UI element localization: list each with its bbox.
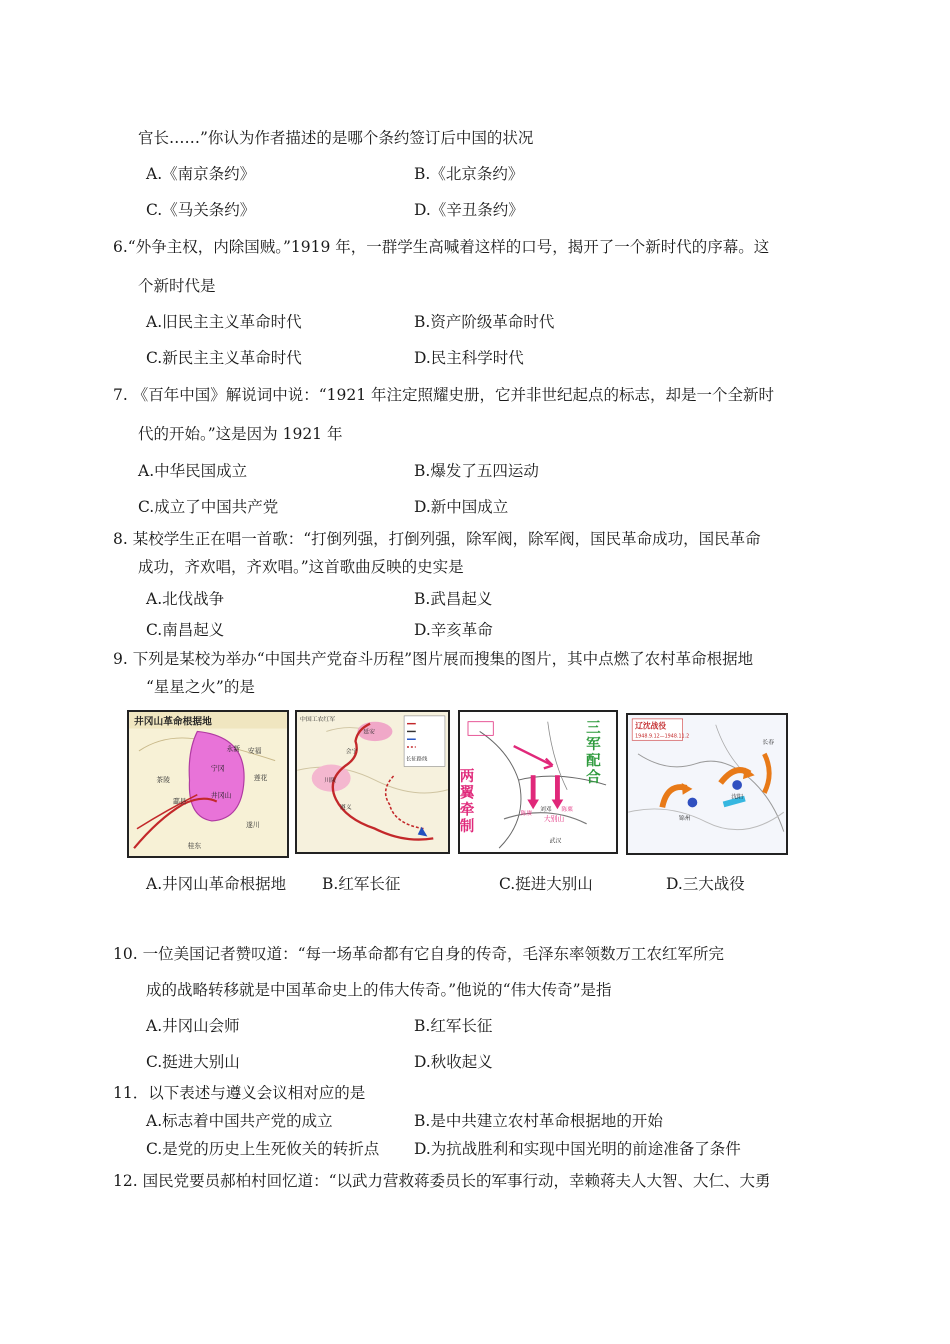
q6-option-b: B.资产阶级革命时代: [414, 313, 555, 331]
map1-label: 茶陵: [156, 776, 171, 785]
map1-label: 桂东: [187, 842, 202, 851]
q9-stem-line-1: 9. 下列是某校为举办“中国共产党奋斗历程”图片展而搜集的图片，其中点燃了农村革命根据地: [113, 650, 754, 668]
map1-title: 井冈山革命根据地: [134, 716, 212, 728]
q11-option-b: B.是中共建立农村革命根据地的开始: [414, 1112, 663, 1130]
q8-option-d: D.辛亥革命: [414, 621, 493, 639]
map1-label: 遂川: [245, 820, 260, 829]
map1-label: 酃县: [172, 797, 187, 806]
map-jinggangshan-svg: [129, 712, 287, 856]
q10-stem-line-2: 成的战略转移就是中国革命史上的伟大传奇。”他说的“伟大传奇”是指: [146, 981, 612, 999]
q5-option-c: C.《马关条约》: [146, 201, 256, 219]
q5-stem-line: 官长……”你认为作者描述的是哪个条约签订后中国的状况: [138, 129, 534, 147]
map2-label: 会宁: [345, 748, 358, 755]
map4-title: 辽沈战役: [635, 721, 667, 731]
map-long-march-svg: [297, 712, 448, 852]
map2-label: 遵义: [339, 805, 352, 812]
q10-option-a: A.井冈山会师: [146, 1017, 240, 1035]
map3-label: 大别山: [543, 814, 565, 823]
q10-stem-line-1: 10. 一位美国记者赞叹道：“每一场革命都有它自身的传奇，毛泽东率领数万工农红军所完: [113, 945, 725, 963]
q8-option-a: A.北伐战争: [146, 590, 225, 608]
q5-option-d: D.《辛丑条约》: [414, 201, 524, 219]
map3-left-slogan: 两翼牵制: [457, 768, 475, 835]
q6-option-d: D.民主科学时代: [414, 349, 524, 367]
q8-option-b: B.武昌起义: [414, 590, 493, 608]
q7-stem-line-2: 代的开始。”这是因为 1921 年: [138, 425, 343, 443]
map1-label: 井冈山: [210, 791, 232, 800]
q9-option-c: C.挺进大别山: [499, 875, 593, 893]
q10-option-c: C.挺进大别山: [146, 1053, 240, 1071]
map3-right-slogan: 三军配合: [583, 719, 601, 786]
q7-stem-line-1: 7. 《百年中国》解说词中说：“1921 年注定照耀史册，它并非世纪起点的标志，却是一个全新时: [113, 386, 775, 404]
q9-option-a: A.井冈山革命根据地: [146, 875, 287, 893]
q6-stem-line-2: 个新时代是: [138, 277, 216, 295]
q9-option-d: D.三大战役: [666, 875, 745, 893]
map3-label: 陈赓: [520, 811, 533, 818]
map3-label: 武汉: [549, 838, 562, 845]
map1-label: 永新: [226, 744, 241, 753]
map1-label: 宁冈: [210, 764, 225, 773]
map1-label: 莲花: [253, 774, 268, 783]
map-dabieshan: [458, 710, 618, 854]
map-jinggangshan: [127, 710, 289, 858]
map3-label: 陈粟: [561, 807, 574, 814]
q11-option-d: D.为抗战胜利和实现中国光明的前途准备了条件: [414, 1140, 741, 1158]
map-long-march: [295, 710, 450, 854]
map-three-campaigns-svg: [628, 715, 786, 853]
map4-label: 锦州: [678, 815, 691, 822]
map3-label: 刘邓: [539, 807, 552, 814]
q11-option-c: C.是党的历史上生死攸关的转折点: [146, 1140, 380, 1158]
map4-subtitle: 1948.9.12—1948.11.2: [635, 733, 690, 740]
q8-option-c: C.南昌起义: [146, 621, 225, 639]
q12-stem-line-1: 12. 国民党要员郝柏村回忆道：“以武力营救蒋委员长的军事行动，幸赖蒋夫人大智、大仁、大勇: [113, 1172, 771, 1190]
map2-label: 川陕: [324, 778, 337, 784]
map4-label: 沈阳: [731, 794, 743, 801]
q10-option-b: B.红军长征: [414, 1017, 493, 1035]
q7-option-d: D.新中国成立: [414, 498, 509, 516]
map-three-campaigns: [626, 713, 788, 855]
q11-option-a: A.标志着中国共产党的成立: [146, 1112, 333, 1130]
map4-label: 长春: [762, 740, 775, 747]
q8-stem-line-2: 成功，齐欢唱，齐欢唱。”这首歌曲反映的史实是: [138, 558, 464, 576]
q7-option-a: A.中华民国成立: [138, 462, 248, 480]
q9-option-b: B.红军长征: [322, 875, 401, 893]
map-dabieshan-svg: [457, 712, 616, 852]
q6-stem-line-1: 6.“外争主权，内除国贼。”1919 年，一群学生高喊着这样的口号，揭开了一个新时代的序幕。这: [113, 238, 770, 256]
map2-label: 延安: [363, 729, 375, 736]
q6-option-a: A.旧民主主义革命时代: [146, 313, 302, 331]
q7-option-c: C.成立了中国共产党: [138, 498, 279, 516]
map1-label: 安福: [247, 746, 262, 755]
q6-option-c: C.新民主主义革命时代: [146, 349, 302, 367]
q9-stem-line-2: “星星之火”的是: [146, 678, 255, 696]
q8-stem-line-1: 8. 某校学生正在唱一首歌：“打倒列强，打倒列强，除军阀，除军阀，国民革命成功，国民革命: [113, 530, 761, 548]
map2-label: 长征路线: [406, 756, 428, 763]
q5-option-a: A.《南京条约》: [146, 165, 256, 183]
q11-stem-line-1: 11．以下表述与遵义会议相对应的是: [113, 1084, 366, 1102]
q7-option-b: B.爆发了五四运动: [414, 462, 539, 480]
q5-option-b: B.《北京条约》: [414, 165, 524, 183]
q10-option-d: D.秋收起义: [414, 1053, 493, 1071]
map2-label: 中国工农红军: [300, 716, 336, 723]
